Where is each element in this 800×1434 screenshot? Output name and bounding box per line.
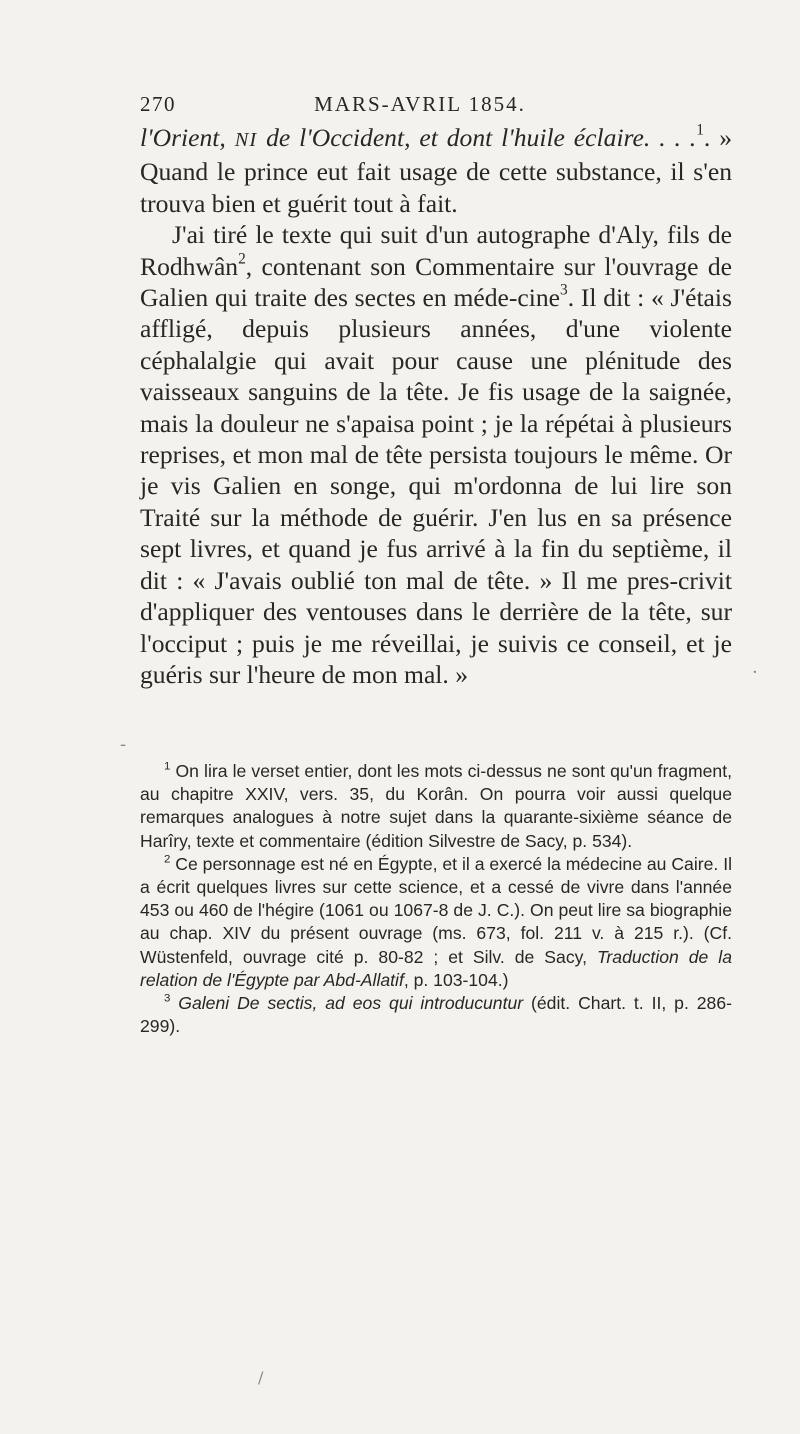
running-title: MARS-AVRIL 1854. <box>314 92 526 116</box>
footnote-text: (édit. Chart. t. II, p. 286-299). <box>140 993 732 1037</box>
page-speck: / <box>258 1368 264 1387</box>
quran-quote-ni: NI <box>234 129 258 151</box>
footnote-mark: 3 <box>164 992 171 1005</box>
footnotes <box>140 760 732 1038</box>
running-head <box>140 92 700 122</box>
footnote-3 <box>140 992 732 1038</box>
footnote-2 <box>140 853 732 992</box>
margin-speck: · <box>752 662 758 683</box>
footnote-mark: 1 <box>164 760 171 773</box>
paragraph-1 <box>140 122 732 219</box>
footnote-ref-1: 1 <box>696 121 704 139</box>
page-number: 270 <box>140 92 176 116</box>
paragraph-2-text-a: J'ai tiré le texte qui suit d'un autographe d'Aly, fils de Rodhwân <box>140 220 732 281</box>
footnote-1 <box>140 760 732 853</box>
footnote-text: , p. 103-104.) <box>403 969 509 990</box>
footnote-text: Ce personnage est né en Égypte, et il a exercé la médecine au Caire. Il a écrit quelques livres sur cette science, et a cessé de vivre dans l'année 453 ou 460 de l'hégire (1061 ou 1067-8 de J. C.). On peut lire sa biographie au chap. XIV du présent ouvrage (ms. 673, fol. 211 v. à 215 r.). (Cf. Wüstenfeld, ouvrage cité p. 80-82 ; et Silv. de Sacy, <box>140 853 732 967</box>
paragraph-1-text: . » Quand le prince eut fait usage de cette substance, il s'en trouva bien et guérit tout à fait. <box>140 123 732 218</box>
main-text <box>140 122 732 690</box>
footnote-italic-title: Galeni De sectis, ad eos qui introducuntur <box>178 993 524 1014</box>
footnote-italic-title: Traduction de la relation de l'Égypte par Abd-Allatif <box>140 946 733 990</box>
quran-quote-start: l'Orient, <box>140 123 235 152</box>
paragraph-2-text-b: , contenant son Commentaire sur l'ouvrage de Galien qui traite des sectes en méde-cine <box>140 251 732 313</box>
footnote-mark: 2 <box>164 853 171 866</box>
margin-dash: - <box>120 734 127 755</box>
footnote-text: On lira le verset entier, dont les mots ci-dessus ne sont qu'un fragment, au chapitre XXIV, vers. 35, du Korân. On pourra voir aussi quelque remarques analogues à notre sujet dans la quarante-sixième séance de Harîry, texte et commentaire (édition Silvestre de Sacy, p. 534). <box>140 761 732 851</box>
paragraph-2 <box>140 219 732 690</box>
footnote-ref-2: 2 <box>238 250 246 268</box>
footnote-ref-3: 3 <box>560 281 568 299</box>
quran-quote-end: de l'Occident, et dont l'huile éclaire. . . . <box>257 123 697 152</box>
paragraph-2-text-c: . Il dit : « J'étais affligé, depuis plusieurs années, d'une violente céphalalgie qui avait pour cause une plénitude des vaisseaux sanguins de la tête. Je fis usage de la saignée, mais la douleur ne s'apaisa point ; je la répétai à plusieurs reprises, et mon mal de tête persista toujours le même. Or je vis Galien en songe, qui m'ordonna de lui lire son Traité sur la méthode de guérir. J'en lus en sa présence sept livres, et quand je fus arrivé à la fin du septième, il dit : « J'avais oublié ton mal de tête. » Il me pres-crivit d'appliquer des ventouses dans le derrière de la tête, sur l'occiput ; puis je me réveillai, je suivis ce conseil, et je guéris sur l'heure de mon mal. » <box>140 283 732 689</box>
